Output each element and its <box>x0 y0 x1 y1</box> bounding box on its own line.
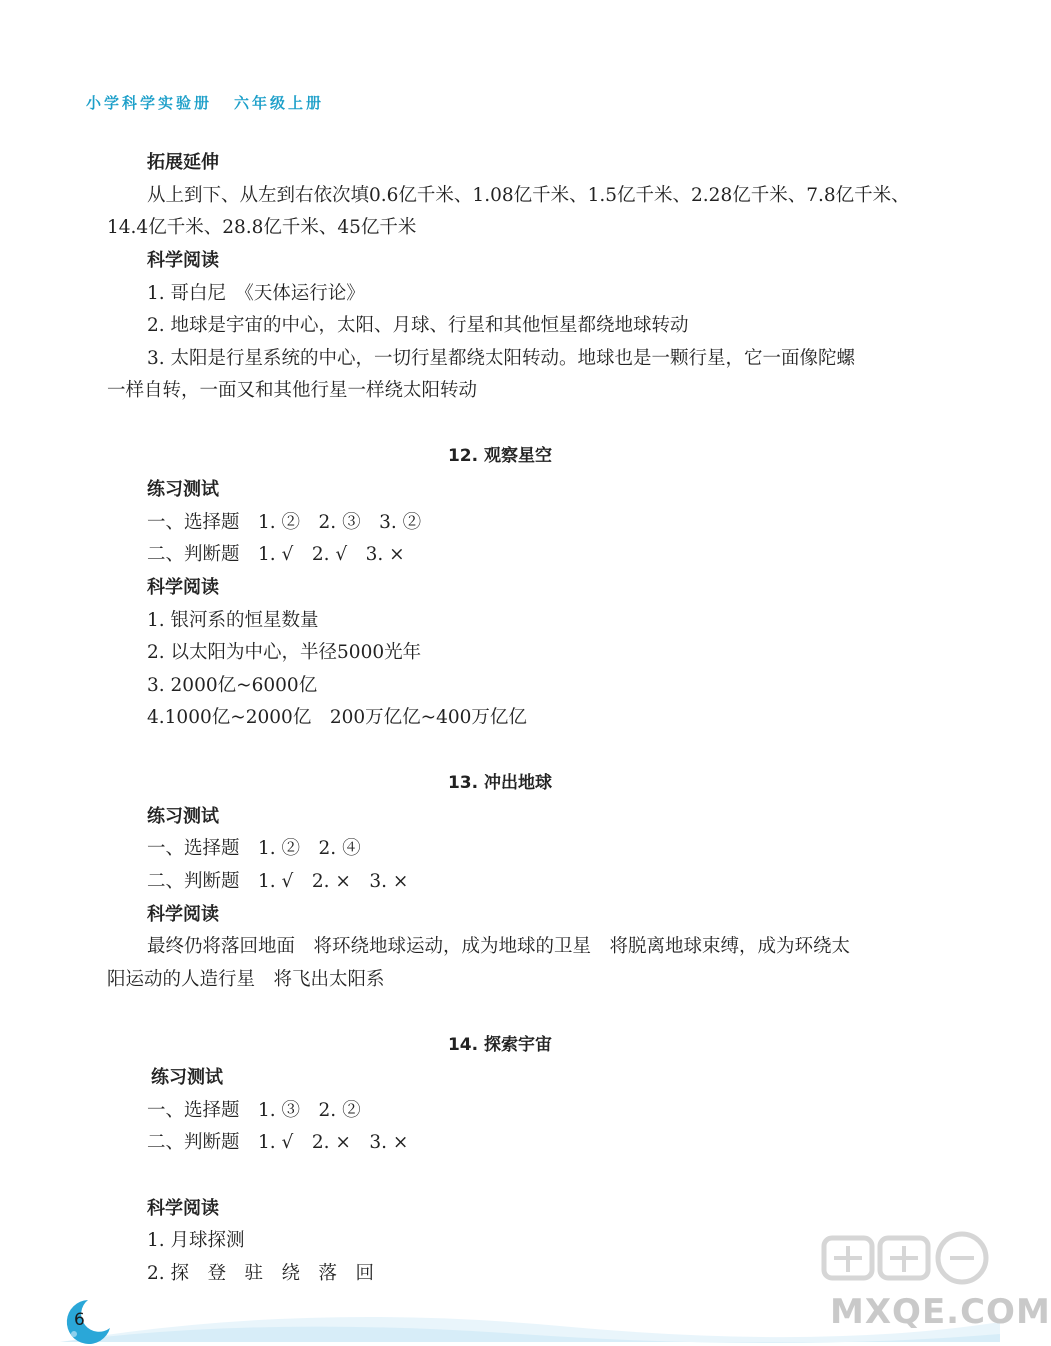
chapter-title: 13. 冲出地球 <box>447 773 553 793</box>
body-line: 二、判断题 1. √ 2. √ 3. × <box>147 544 405 565</box>
body-line: 2. 地球是宇宙的中心，太阳、月球、行星和其他恒星都绕地球转动 <box>147 315 689 336</box>
body-line: 3. 2000亿~6000亿 <box>147 675 318 696</box>
watermark-text: MXQE.COM <box>830 1292 1051 1332</box>
section-heading: 练习测试 <box>151 1067 223 1088</box>
body-line: 阳运动的人造行星 将飞出太阳系 <box>107 969 385 990</box>
body-line: 2. 探 登 驻 绕 落 回 <box>147 1263 375 1284</box>
body-line: 一、选择题 1. ② 2. ③ 3. ② <box>147 512 422 533</box>
section-heading: 练习测试 <box>147 479 219 500</box>
body-line: 一、选择题 1. ③ 2. ② <box>147 1100 361 1121</box>
running-header <box>86 92 324 113</box>
page-number-badge <box>58 1294 118 1342</box>
body-line: 一样自转，一面又和其他行星一样绕太阳转动 <box>107 380 478 401</box>
body-line: 14.4亿千米、28.8亿千米、45亿千米 <box>107 217 417 238</box>
grade-label: 六年级上册 <box>234 94 325 112</box>
section-heading: 科学阅读 <box>147 577 219 598</box>
body-line: 一、选择题 1. ② 2. ④ <box>147 838 361 859</box>
body-line: 4.1000亿~2000亿 200万亿亿~400万亿亿 <box>147 707 527 728</box>
body-line: 1. 银河系的恒星数量 <box>147 610 319 631</box>
page-number: 6 <box>74 1310 85 1330</box>
section-heading: 练习测试 <box>147 806 219 827</box>
book-title: 小学科学实验册 <box>86 94 213 112</box>
section-heading: 拓展延伸 <box>147 152 219 173</box>
body-line: 二、判断题 1. √ 2. × 3. × <box>147 871 409 892</box>
section-heading: 科学阅读 <box>147 904 219 925</box>
body-line: 二、判断题 1. √ 2. × 3. × <box>147 1132 409 1153</box>
body-line: 3. 太阳是行星系统的中心，一切行星都绕太阳转动。地球也是一颗行星，它一面像陀螺 <box>147 348 856 369</box>
chapter-title: 14. 探索宇宙 <box>447 1035 553 1055</box>
crescent-icon <box>58 1294 118 1342</box>
body-line: 2. 以太阳为中心，半径5000光年 <box>147 642 422 663</box>
body-line: 1. 哥白尼 《天体运行论》 <box>147 283 365 304</box>
body-line: 从上到下、从左到右依次填0.6亿千米、1.08亿千米、1.5亿千米、2.28亿千米、7.8亿千米、 <box>147 185 910 206</box>
body-line: 1. 月球探测 <box>147 1230 245 1251</box>
chapter-title: 12. 观察星空 <box>447 446 553 466</box>
section-heading: 科学阅读 <box>147 250 219 271</box>
section-heading: 科学阅读 <box>147 1198 219 1219</box>
body-line: 最终仍将落回地面 将环绕地球运动，成为地球的卫星 将脱离地球束缚，成为环绕太 <box>147 936 851 957</box>
